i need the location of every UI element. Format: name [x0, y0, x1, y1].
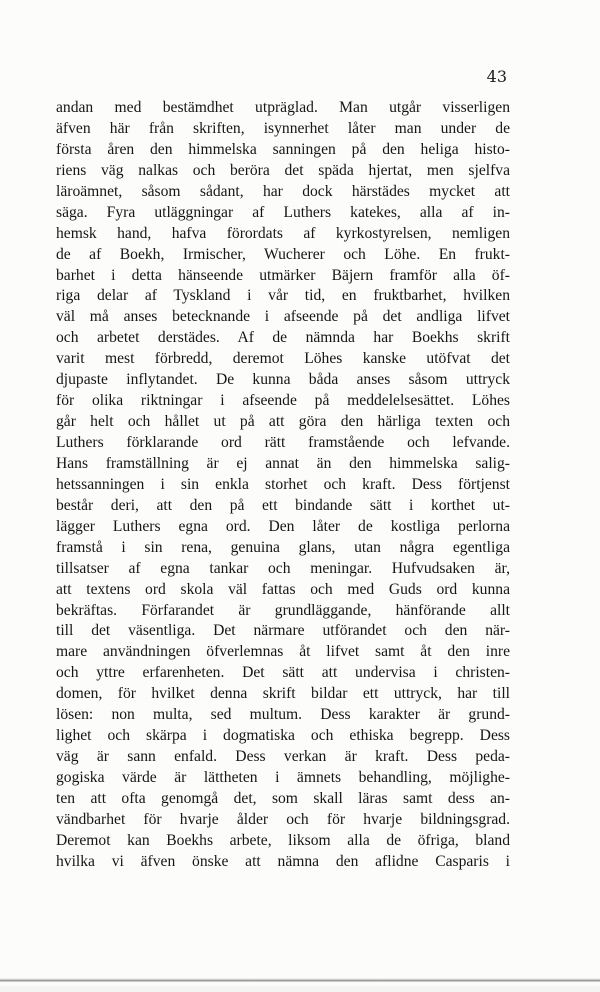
text-line: ten att ofta genomgå det, som skall läras samt dess an- [56, 789, 510, 807]
body-text [56, 98, 510, 873]
text-line: går helt och hållet ut på att göra den härliga texten och [56, 413, 510, 431]
text-line: äfven här från skriften, isynnerhet låter man under de [56, 119, 510, 137]
text-line: hemsk hand, hafva förordats af kyrkostyrelsen, nemligen [56, 224, 510, 242]
text-line: hetssanningen i sin enkla storhet och kraft. Dess förtjenst [56, 475, 510, 493]
text-line: första åren den himmelska sanningen på den heliga histo- [56, 140, 510, 158]
text-line: barhet i detta hänseende utmärker Bäjern framför alla öf- [56, 266, 510, 284]
text-line: lighet och skärpa i dogmatiska och ethiska begrepp. Dess [56, 727, 510, 745]
text-line: till det väsentliga. Det närmare utförandet och den när- [56, 622, 510, 640]
text-line: lösen: non multa, sed multum. Dess karakter är grund- [56, 706, 510, 724]
text-line: andan med bestämdhet utpräglad. Man utgår visserligen [56, 99, 510, 116]
text-line: Hans framställning är ej annat än den himmelska salig- [56, 454, 510, 472]
text-line: de af Boekh, Irmischer, Wucherer och Löhe. En frukt- [56, 245, 510, 263]
text-line: domen, för hvilket denna skrift bildar ett uttryck, har till [56, 685, 510, 703]
text-line: läroämnet, såsom sådant, har dock härstädes mycket att [56, 182, 510, 200]
text-line: och arbetet derstädes. Af de nämnda har Boekhs skrift [56, 329, 510, 347]
text-line: säga. Fyra utläggningar af Luthers katekes, alla af in- [56, 203, 510, 221]
page-margin [0, 986, 600, 992]
text-line: vändbarhet för hvarje ålder och för hvarje bildningsgrad. [56, 810, 510, 828]
text-line: och yttre erfarenheten. Det sätt att undervisa i christen- [56, 664, 510, 682]
text-line: gogiska värde är lättheten i ämnets behandling, möjlighe- [56, 769, 510, 786]
page-number: 43 [486, 67, 507, 86]
page-bottom-edge [0, 978, 600, 982]
text-line: framstå i sin rena, genuina glans, utan några egentliga [56, 538, 510, 556]
text-line: riens väg nalkas och beröra det späda hjertat, men sjelfva [56, 161, 510, 179]
text-line: väl må anses betecknande i afseende på det andliga lifvet [56, 308, 510, 326]
text-line: att textens ord skola väl fattas och med Guds ord kunna [56, 580, 510, 598]
text-line: djupaste inflytandet. De kunna båda anses såsom uttryck [56, 371, 510, 389]
text-line: riga delar af Tyskland i vår tid, en fruktbarhet, hvilken [56, 287, 510, 305]
text-line: för olika riktningar i afseende på meddelelsesättet. Löhes [56, 392, 510, 410]
text-line: tillsatser af egna tankar och meningar. Hufvudsaken är, [56, 559, 510, 577]
text-line: består deri, att den på ett bindande sätt i korthet ut- [56, 496, 510, 514]
text-line: Deremot kan Boekhs arbete, liksom alla de öfriga, bland [56, 831, 510, 849]
text-line: väg är sann enfald. Dess verkan är kraft. Dess peda- [56, 748, 510, 766]
text-line: Luthers förklarande ord rätt framstående och lefvande. [56, 434, 510, 451]
text-line: varit mest förbredd, deremot Löhes kanske utöfvat det [56, 350, 510, 368]
text-line: mare användningen öfverlemnas åt lifvet samt åt den inre [56, 643, 510, 661]
text-line: hvilka vi äfven önske att nämna den aflidne Casparis i [56, 852, 510, 870]
text-line: lägger Luthers egna ord. Den låter de kostliga perlorna [56, 517, 510, 535]
text-line: bekräftas. Förfarandet är grundläggande, hänförande allt [56, 601, 510, 619]
